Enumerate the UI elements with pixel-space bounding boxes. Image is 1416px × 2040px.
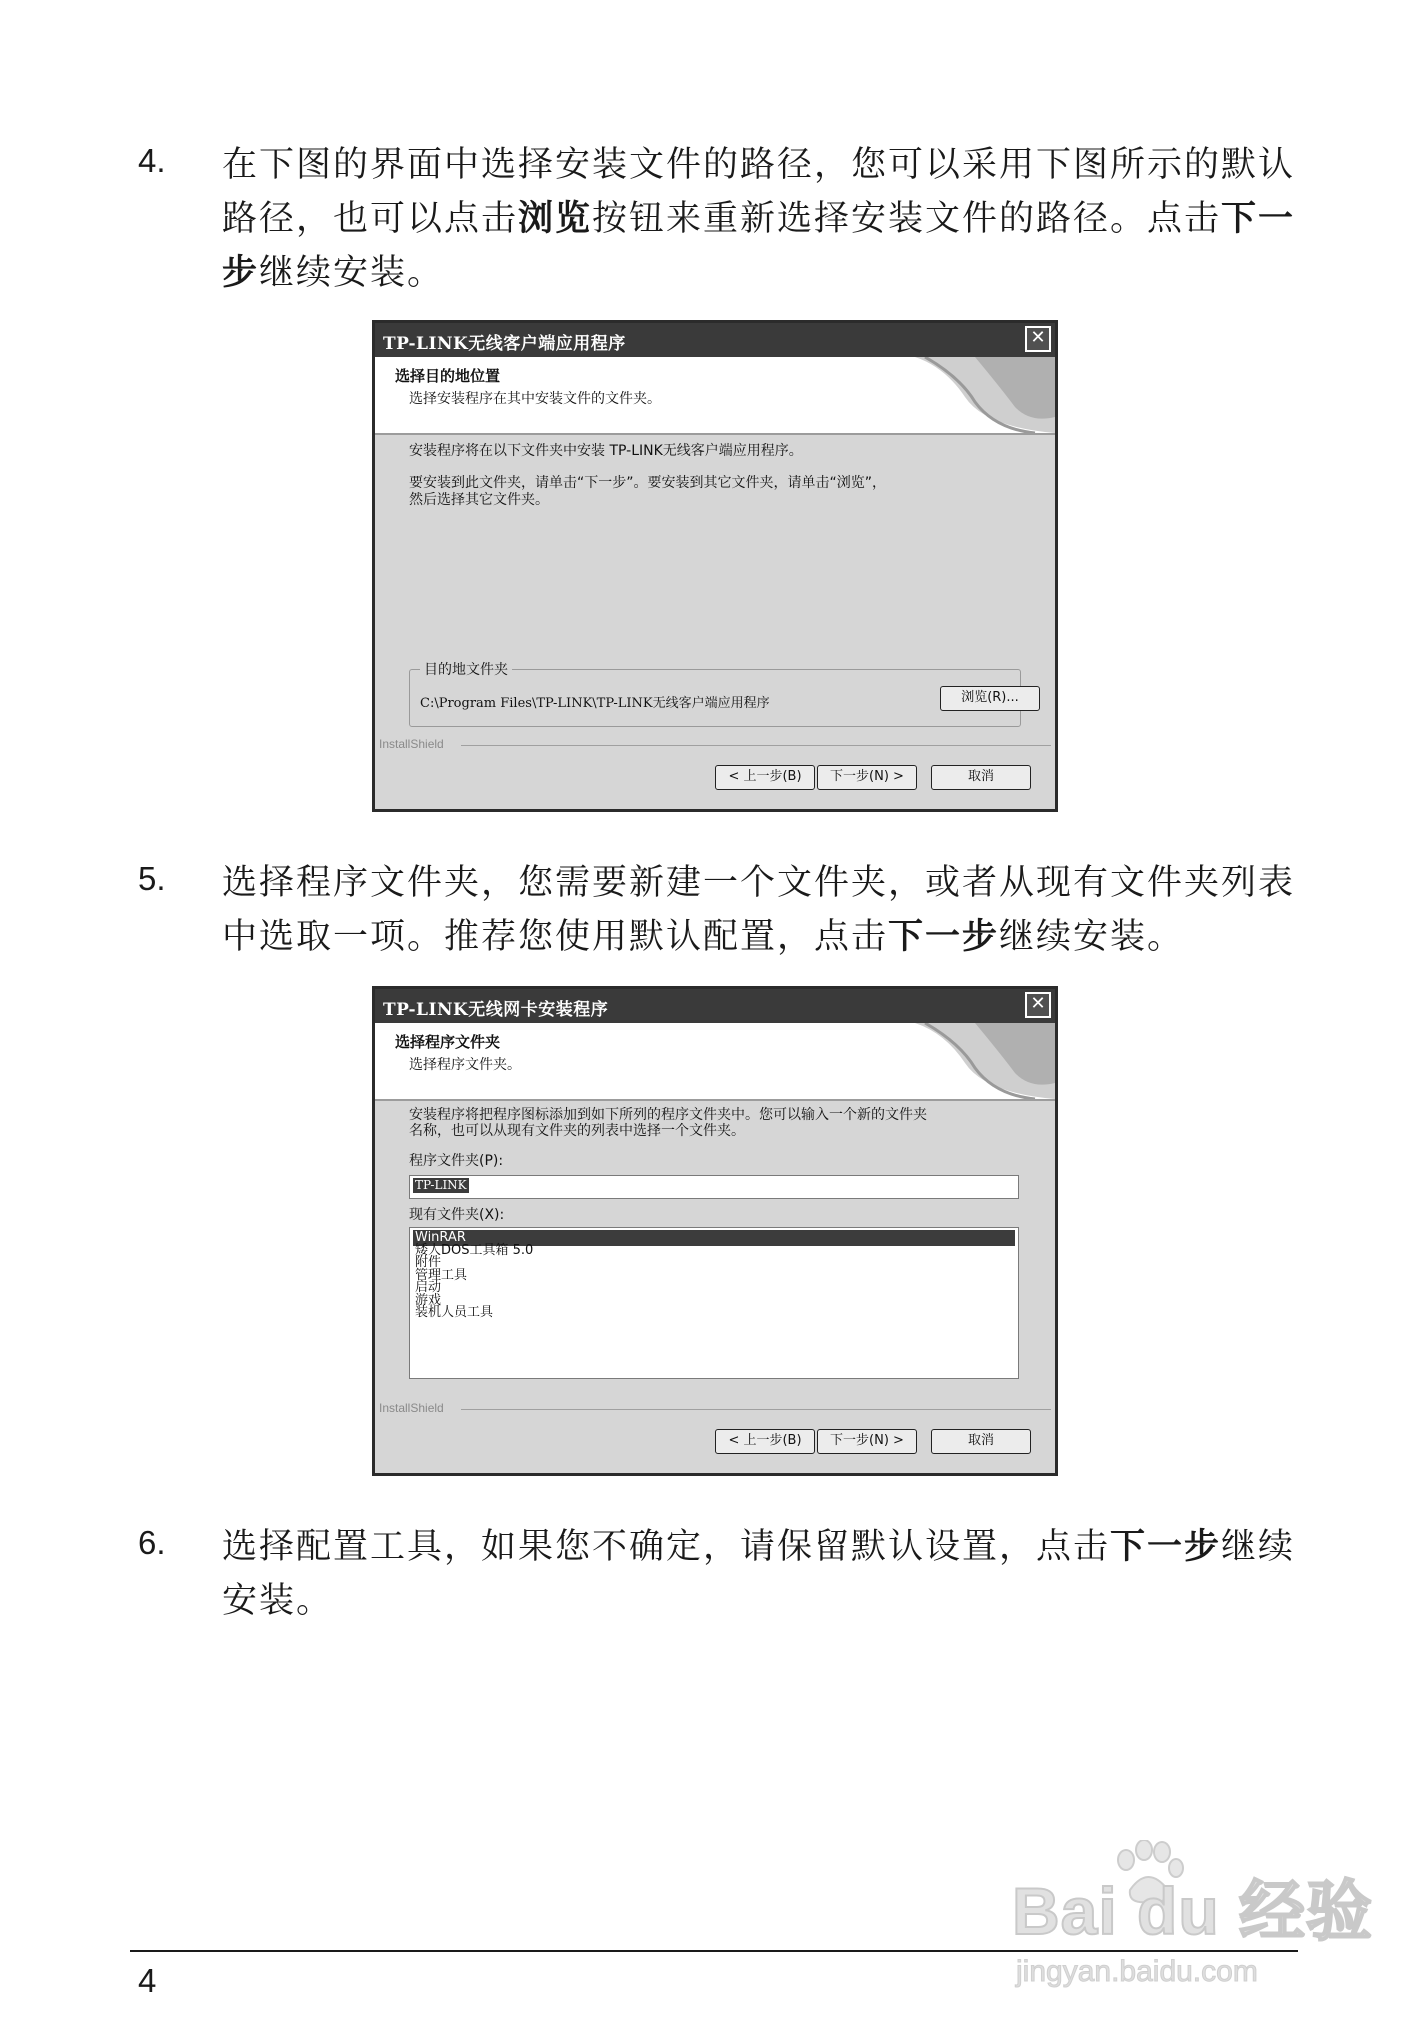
back-button[interactable]: < 上一步(B) — [715, 1429, 815, 1454]
destination-folder-group — [409, 662, 1021, 727]
group-label: 目的地文件夹 — [420, 659, 512, 679]
divider — [461, 1409, 1051, 1410]
step-text — [222, 856, 1302, 964]
dialog-body-line: 安装程序将在以下文件夹中安装 TP-LINK无线客户端应用程序。 — [409, 443, 803, 459]
bold-term: 下一步 — [888, 917, 1000, 957]
step-text-line — [222, 138, 1302, 192]
program-folder-value: TP-LINK — [415, 1178, 467, 1192]
existing-folders-list[interactable] — [409, 1227, 1019, 1379]
step-text — [222, 138, 1302, 300]
step-text-line — [222, 246, 1302, 300]
step-number: 6. — [138, 1524, 166, 1561]
dialog-heading: 选择程序文件夹 — [395, 1033, 501, 1051]
page-number: 4 — [138, 1962, 157, 1999]
step-text-line — [222, 856, 1302, 910]
step-number: 4. — [138, 142, 166, 179]
bold-term: 下一步 — [1110, 1527, 1222, 1567]
install-location-dialog — [372, 320, 1058, 812]
step-number: 5. — [138, 860, 166, 897]
next-button[interactable]: 下一步(N) > — [817, 1429, 917, 1454]
folder-list-item[interactable]: 管理工具 — [415, 1267, 468, 1283]
step-text-line — [222, 1574, 1302, 1628]
browse-button[interactable]: 浏览(R)... — [940, 686, 1040, 711]
step-text-line — [222, 192, 1302, 246]
step-text-line — [222, 1520, 1302, 1574]
folder-list-item[interactable]: 游戏 — [415, 1292, 442, 1308]
folder-list-item[interactable]: 启动 — [415, 1280, 442, 1295]
bold-term: 浏览 — [518, 199, 593, 239]
program-folder-input[interactable] — [409, 1175, 1019, 1199]
dialog-title: TP-LINK无线网卡安装程序 — [383, 1000, 609, 1020]
next-button[interactable]: 下一步(N) > — [817, 765, 917, 790]
text-run: 继续安装。 — [259, 253, 445, 293]
bold-term: 下一 — [1221, 199, 1296, 239]
existing-folders-label: 现有文件夹(X): — [409, 1207, 505, 1223]
text-run: 在下图的界面中选择安装文件的路径，您可以采用下图所示的默认 — [222, 145, 1296, 185]
folder-list-item[interactable]: WinRAR — [413, 1230, 1015, 1246]
watermark-url: jingyan.baidu.com — [1016, 1955, 1258, 1988]
dialog-heading: 选择目的地位置 — [395, 367, 501, 385]
text-run: 选择配置工具，如果您不确定，请保留默认设置，点击 — [222, 1527, 1111, 1567]
close-icon[interactable]: ✕ — [1025, 326, 1051, 352]
dialog-header — [375, 357, 1055, 435]
cancel-button[interactable]: 取消 — [931, 765, 1031, 790]
folder-list-item[interactable]: 矮人DOS工具箱 5.0 — [415, 1242, 534, 1258]
divider — [461, 745, 1051, 746]
dialog-body-line: 要安装到此文件夹，请单击“下一步”。要安装到其它文件夹，请单击“浏览”， — [409, 475, 887, 491]
dialog-titlebar — [375, 323, 1055, 357]
cancel-button[interactable]: 取消 — [931, 1429, 1031, 1454]
folder-list-item[interactable]: 装机人员工具 — [415, 1305, 494, 1320]
folder-list-item[interactable]: 附件 — [415, 1255, 442, 1270]
text-run: 中选取一项。推荐您使用默认配置，点击 — [222, 917, 889, 957]
dialog-header — [375, 1023, 1055, 1101]
installshield-label: InstallShield — [379, 737, 444, 751]
bold-term: 步 — [222, 253, 260, 293]
step-text — [222, 1520, 1302, 1628]
folder-label: 程序文件夹(P): — [409, 1153, 504, 1169]
dialog-titlebar — [375, 989, 1055, 1023]
dialog-title: TP-LINK无线客户端应用程序 — [383, 334, 626, 354]
text-run: 选择程序文件夹，您需要新建一个文件夹，或者从现有文件夹列表 — [222, 863, 1296, 903]
dialog-subheading: 选择安装程序在其中安装文件的文件夹。 — [409, 391, 661, 407]
back-button[interactable]: < 上一步(B) — [715, 765, 815, 790]
destination-path: C:\Program Files\TP-LINK\TP-LINK无线客户端应用程序 — [420, 696, 770, 711]
text-run: 按钮来重新选择安装文件的路径。点击 — [592, 199, 1222, 239]
installshield-label: InstallShield — [379, 1401, 444, 1415]
installer-graphic-icon — [905, 357, 1055, 433]
dialog-body-line: 安装程序将把程序图标添加到如下所列的程序文件夹中。您可以输入一个新的文件夹 — [409, 1107, 927, 1123]
dialog-body-line: 然后选择其它文件夹。 — [409, 492, 549, 508]
text-run: 继续 — [1221, 1527, 1296, 1567]
watermark-logo: Bai du 经验 — [1012, 1874, 1374, 1948]
text-run: 继续安装。 — [999, 917, 1185, 957]
close-icon[interactable]: ✕ — [1025, 992, 1051, 1018]
dialog-subheading: 选择程序文件夹。 — [409, 1057, 521, 1073]
program-folder-dialog — [372, 986, 1058, 1476]
text-run: 路径，也可以点击 — [222, 199, 519, 239]
step-text-line — [222, 910, 1302, 964]
dialog-body-line: 名称，也可以从现有文件夹的列表中选择一个文件夹。 — [409, 1123, 745, 1139]
text-run: 安装。 — [222, 1581, 334, 1621]
installer-graphic-icon — [905, 1023, 1055, 1099]
